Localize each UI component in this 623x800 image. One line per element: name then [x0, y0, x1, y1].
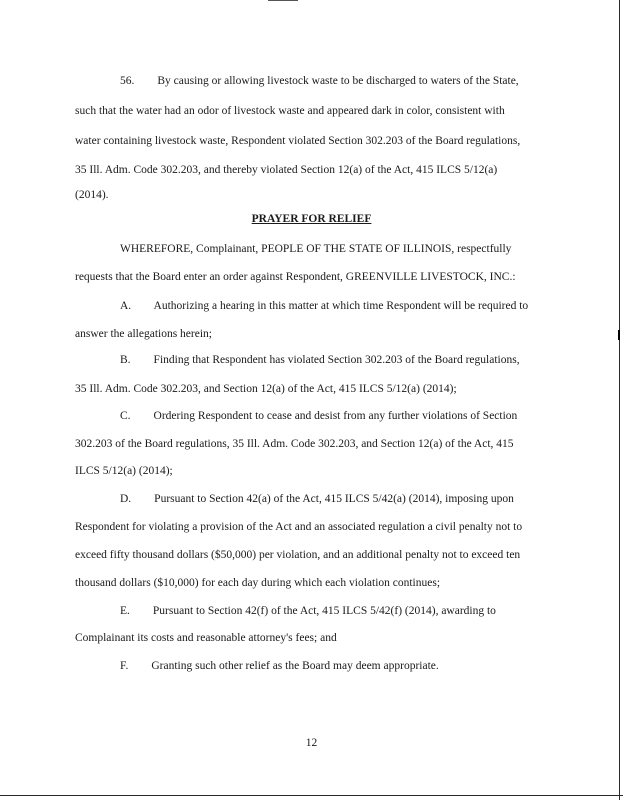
item-b-line-1: B. Finding that Respondent has violated Section 302.203 of the Board regulations, — [120, 354, 520, 366]
scan-artifact-side — [618, 330, 620, 340]
scan-edge-right — [619, 0, 620, 800]
paragraph-56-line-1: 56. By causing or allowing livestock waste to be discharged to waters of the State, — [120, 75, 519, 87]
paragraph-56-line-2: such that the water had an odor of livestock waste and appeared dark in color, consistent with — [75, 105, 505, 117]
item-b-line-2: 35 Ill. Adm. Code 302.203, and Section 12(a) of the Act, 415 ILCS 5/12(a) (2014); — [75, 383, 457, 395]
scan-edge-bottom — [0, 795, 623, 796]
item-d-line-2: Respondent for violating a provision of the Act and an associated regulation a civil penalty not to — [75, 521, 523, 533]
item-c-line-1: C. Ordering Respondent to cease and desist from any further violations of Section — [120, 410, 518, 422]
paragraph-56-line-3: water containing livestock waste, Respondent violated Section 302.203 of the Board regulations, — [75, 135, 521, 147]
paragraph-56-line-4: 35 Ill. Adm. Code 302.203, and thereby violated Section 12(a) of the Act, 415 ILCS 5/12(a) — [75, 164, 498, 176]
item-c-line-3: ILCS 5/12(a) (2014); — [75, 465, 173, 477]
item-a-line-1: A. Authorizing a hearing in this matter at which time Respondent will be required to — [120, 300, 529, 312]
item-c-line-2: 302.203 of the Board regulations, 35 Ill. Adm. Code 302.203, and Section 12(a) of the Act, 415 — [75, 438, 514, 450]
wherefore-line-2: requests that the Board enter an order against Respondent, GREENVILLE LIVESTOCK, INC.: — [75, 271, 516, 283]
item-e-line-1: E. Pursuant to Section 42(f) of the Act, 415 ILCS 5/42(f) (2014), awarding to — [120, 605, 496, 617]
prayer-for-relief-heading: PRAYER FOR RELIEF — [251, 213, 372, 225]
item-d-line-4: thousand dollars ($10,000) for each day during which each violation continues; — [75, 577, 441, 589]
item-a-line-2: answer the allegations herein; — [75, 328, 212, 340]
item-f-line-1: F. Granting such other relief as the Board may deem appropriate. — [120, 660, 439, 672]
item-d-line-1: D. Pursuant to Section 42(a) of the Act, 415 ILCS 5/42(a) (2014), imposing upon — [120, 493, 514, 505]
item-e-line-2: Complainant its costs and reasonable attorney's fees; and — [75, 632, 337, 644]
page-number: 12 — [305, 737, 318, 749]
wherefore-line-1: WHEREFORE, Complainant, PEOPLE OF THE STATE OF ILLINOIS, respectfully — [120, 243, 512, 255]
item-d-line-3: exceed fifty thousand dollars ($50,000) per violation, and an additional penalty not to exceed ten — [75, 549, 521, 561]
scan-artifact-top — [268, 0, 298, 1]
paragraph-56-line-5: (2014). — [75, 189, 109, 201]
